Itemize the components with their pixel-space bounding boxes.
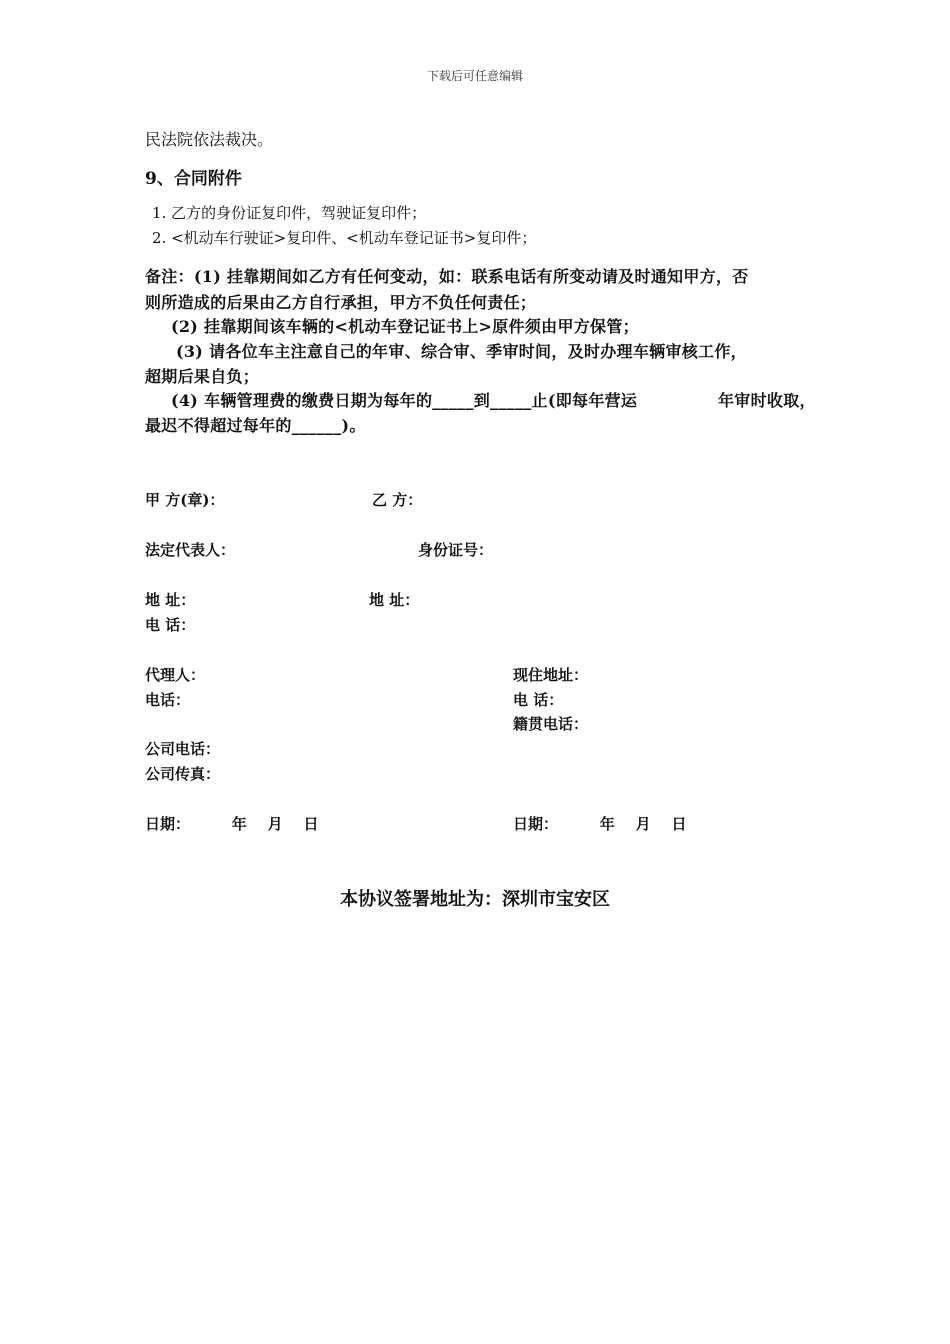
party-a-label: 甲 方(章)： <box>145 491 225 509</box>
phone-b-label: 电 话： <box>513 691 564 709</box>
company-phone-label: 公司电话： <box>145 740 221 758</box>
note-line: (4) 车辆管理费的缴费日期为每年的_____到_____止(即每年营运 <box>171 391 638 410</box>
note-line: 超期后果自负； <box>145 367 260 386</box>
current-address-label: 现住地址： <box>513 666 589 684</box>
note-line: 年审时收取， <box>718 391 816 410</box>
date-a-label: 日期： 年 月 日 <box>145 815 319 833</box>
page-header: 下载后可任意编辑 <box>426 69 523 83</box>
agent-phone-label: 电话： <box>145 691 191 709</box>
note-line: 备注：(1) 挂靠期间如乙方有任何变动，如：联系电话有所变动请及时通知甲方，否 <box>145 267 749 286</box>
agent-label: 代理人： <box>145 666 206 684</box>
company-fax-label: 公司传真： <box>145 765 221 783</box>
note-line: (2) 挂靠期间该车辆的<机动车登记证书上>原件须由甲方保管； <box>171 317 639 336</box>
signing-place: 本协议签署地址为：深圳市宝安区 <box>340 889 610 910</box>
attachment-item: 1. 乙方的身份证复印件，驾驶证复印件； <box>152 204 427 222</box>
note-line: 则所造成的后果由乙方自行承担，甲方不负任何责任； <box>145 293 537 312</box>
section-title: 9、合同附件 <box>145 169 242 189</box>
address-b-label: 地 址： <box>369 591 420 609</box>
note-line: 最迟不得超过每年的______)。 <box>145 416 366 435</box>
phone-a-label: 电 话： <box>145 616 196 634</box>
native-phone-label: 籍贯电话： <box>513 715 589 733</box>
attachment-item: 2. <机动车行驶证>复印件、<机动车登记证书>复印件； <box>152 229 537 247</box>
continuation-text: 民法院依法裁决。 <box>145 130 274 149</box>
legal-rep-label: 法定代表人： <box>145 541 236 559</box>
id-number-label: 身份证号： <box>418 541 494 559</box>
address-a-label: 地 址： <box>145 591 196 609</box>
party-b-label: 乙 方： <box>372 491 423 509</box>
date-b-label: 日期： 年 月 日 <box>513 815 687 833</box>
note-line: (3) 请各位车主注意自己的年审、综合审、季审时间，及时办理车辆审核工作， <box>176 342 747 361</box>
